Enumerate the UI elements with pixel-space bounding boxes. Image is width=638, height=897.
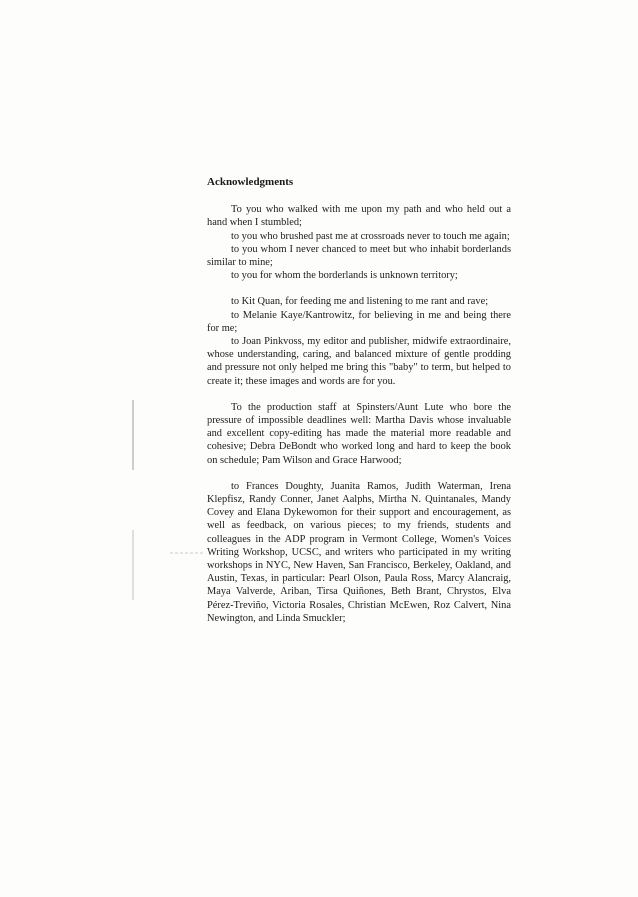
paragraph-7: to Joan Pinkvoss, my editor and publisher, midwife extraordinaire, whose understanding, caring, and balanced mixture of gentle prodding and pressure not only helped me bring this "baby" to term, but helped to create it; these images and words are for you. <box>207 336 511 387</box>
paragraph-6: to Melanie Kaye/Kantrowitz, for believing in me and being there for me; <box>207 309 511 334</box>
paragraph-4: to you for whom the borderlands is unknown territory; <box>231 270 458 282</box>
acknowledgments-section <box>207 176 511 625</box>
paragraph-3: to you whom I never chanced to meet but who inhabit borderlands similar to mine; <box>207 243 511 269</box>
paragraph-2: to you who brushed past me at crossroads never to touch me again; <box>231 230 510 242</box>
section-gap <box>207 282 511 295</box>
section-gap <box>207 467 511 480</box>
paragraph-8: To the production staff at Spinsters/Aunt Lute who bore the pressure of impossible deadlines well: Martha Davis whose invaluable and excellent copy-editing has made the material more readable and cohesive; Debra DeBondt who worked long and hard to keep the book on schedule; Pam Wilson and Grace Harwood; <box>207 401 511 466</box>
paragraph-1: To you who walked with me upon my path and who held out a hand when I stumbled; <box>207 204 511 229</box>
page-title: Acknowledgments <box>207 176 294 188</box>
paragraph-9: to Frances Doughty, Juanita Ramos, Judith Waterman, Irena Klepfisz, Randy Conner, Janet Aalphs, Mirtha N. Quintanales, Mandy Covey and Elana Dykewomon for their support and encouragement, as well as feedback, on various pieces; to my friends, students and colleagues in the ADP program in Vermont College, Women's Voices Writing Workshop, UCSC, and writers who participated in my writing workshops in NYC, New Haven, San Francisco, Berkeley, Oakland, and Austin, Texas, in particular: Pearl Olson, Paula Ross, Marcy Alancraig, Maya Valverde, Ariban, Tirsa Quiñones, Beth Brant, Chrystos, Elva Pérez-Treviño, Victoria Rosales, Christian McEwen, Roz Calvert, Nina Newington, and Linda Smuckler; <box>207 480 511 624</box>
section-gap <box>207 388 511 401</box>
paragraph-5: to Kit Quan, for feeding me and listening to me rant and rave; <box>231 296 489 308</box>
